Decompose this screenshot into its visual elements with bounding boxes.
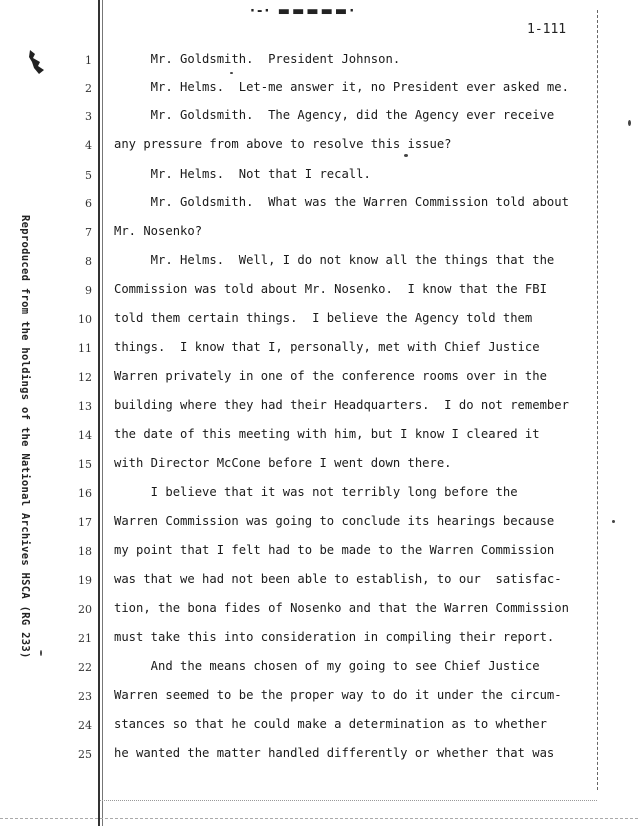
transcript-line: Warren privately in one of the conference rooms over in the [114,369,547,383]
ink-blot-icon [26,48,48,76]
line-number: 5 [85,169,92,182]
transcript-line: Mr. Goldsmith. The Agency, did the Agency ever receive [114,108,555,122]
line-number: 15 [78,458,92,471]
transcript-line: things. I know that I, personally, met with Chief Justice [114,340,540,354]
line-number: 18 [78,545,92,558]
line-number: 8 [85,255,92,268]
line-number: 21 [78,632,92,645]
transcript-line: he wanted the matter handled differently or whether that was [114,746,555,760]
speck [230,72,233,74]
transcript-line: Mr. Helms. Not that I recall. [114,167,371,181]
line-number: 13 [78,400,92,413]
line-number: 7 [85,226,92,239]
line-number: 17 [78,516,92,529]
header-fragment: ·-· ▬▬▬▬▬· [250,4,357,19]
line-number: 14 [78,429,92,442]
line-number: 22 [78,661,92,674]
line-number: 16 [78,487,92,500]
line-number: 1 [85,54,92,67]
transcript-line: And the means chosen of my going to see Chief Justice [114,659,540,673]
transcript-line: told them certain things. I believe the Agency told them [114,311,533,325]
line-number: 19 [78,574,92,587]
transcript-line: must take this into consideration in compiling their report. [114,630,555,644]
transcript-line: Mr. Nosenko? [114,224,203,238]
right-margin-rule [597,10,598,790]
transcript-line: Mr. Goldsmith. President Johnson. [114,52,401,66]
line-number: 3 [85,110,92,123]
transcript-line: my point that I felt had to be made to the Warren Commission [114,543,555,557]
transcript-line: the date of this meeting with him, but I know I cleared it [114,427,540,441]
transcript-line: with Director McCone before I went down there. [114,456,452,470]
line-number: 9 [85,284,92,297]
archive-stamp: Reproduced from the holdings of the National Archives HSCA (RG 233) [19,215,31,659]
transcript-line: Warren Commission was going to conclude its hearings because [114,514,555,528]
line-number: 10 [78,313,92,326]
line-number: 24 [78,719,92,732]
speck [40,650,42,656]
line-number: 23 [78,690,92,703]
speck [404,154,408,157]
line-number: 11 [78,342,92,355]
transcript-line: building where they had their Headquarters. I do not remember [114,398,569,412]
speck [612,520,615,523]
page-number: 1-111 [527,22,567,37]
line-number: 12 [78,371,92,384]
transcript-line: any pressure from above to resolve this issue? [114,137,452,151]
line-number: 2 [85,82,92,95]
transcript-line: Mr. Helms. Let-me answer it, no President ever asked me. [114,80,569,94]
transcript-line: Commission was told about Mr. Nosenko. I know that the FBI [114,282,547,296]
page-bottom-edge [0,818,638,819]
transcript-line: tion, the bona fides of Nosenko and that the Warren Commission [114,601,569,615]
transcript-line: Warren seemed to be the proper way to do it under the circum- [114,688,562,702]
transcript-line: I believe that it was not terribly long before the [114,485,518,499]
line-number: 4 [85,139,92,152]
transcript-line: stances so that he could make a determination as to whether [114,717,547,731]
line-number: 6 [85,197,92,210]
transcript-line: Mr. Helms. Well, I do not know all the things that the [114,253,555,267]
transcript-line: Mr. Goldsmith. What was the Warren Commission told about [114,195,569,209]
transcript-line: was that we had not been able to establish, to our satisfac- [114,572,562,586]
left-margin-rule [98,0,100,826]
line-number: 25 [78,748,92,761]
bottom-rule [100,800,597,801]
speck [628,120,631,126]
line-number: 20 [78,603,92,616]
left-margin-rule-inner [102,0,103,826]
